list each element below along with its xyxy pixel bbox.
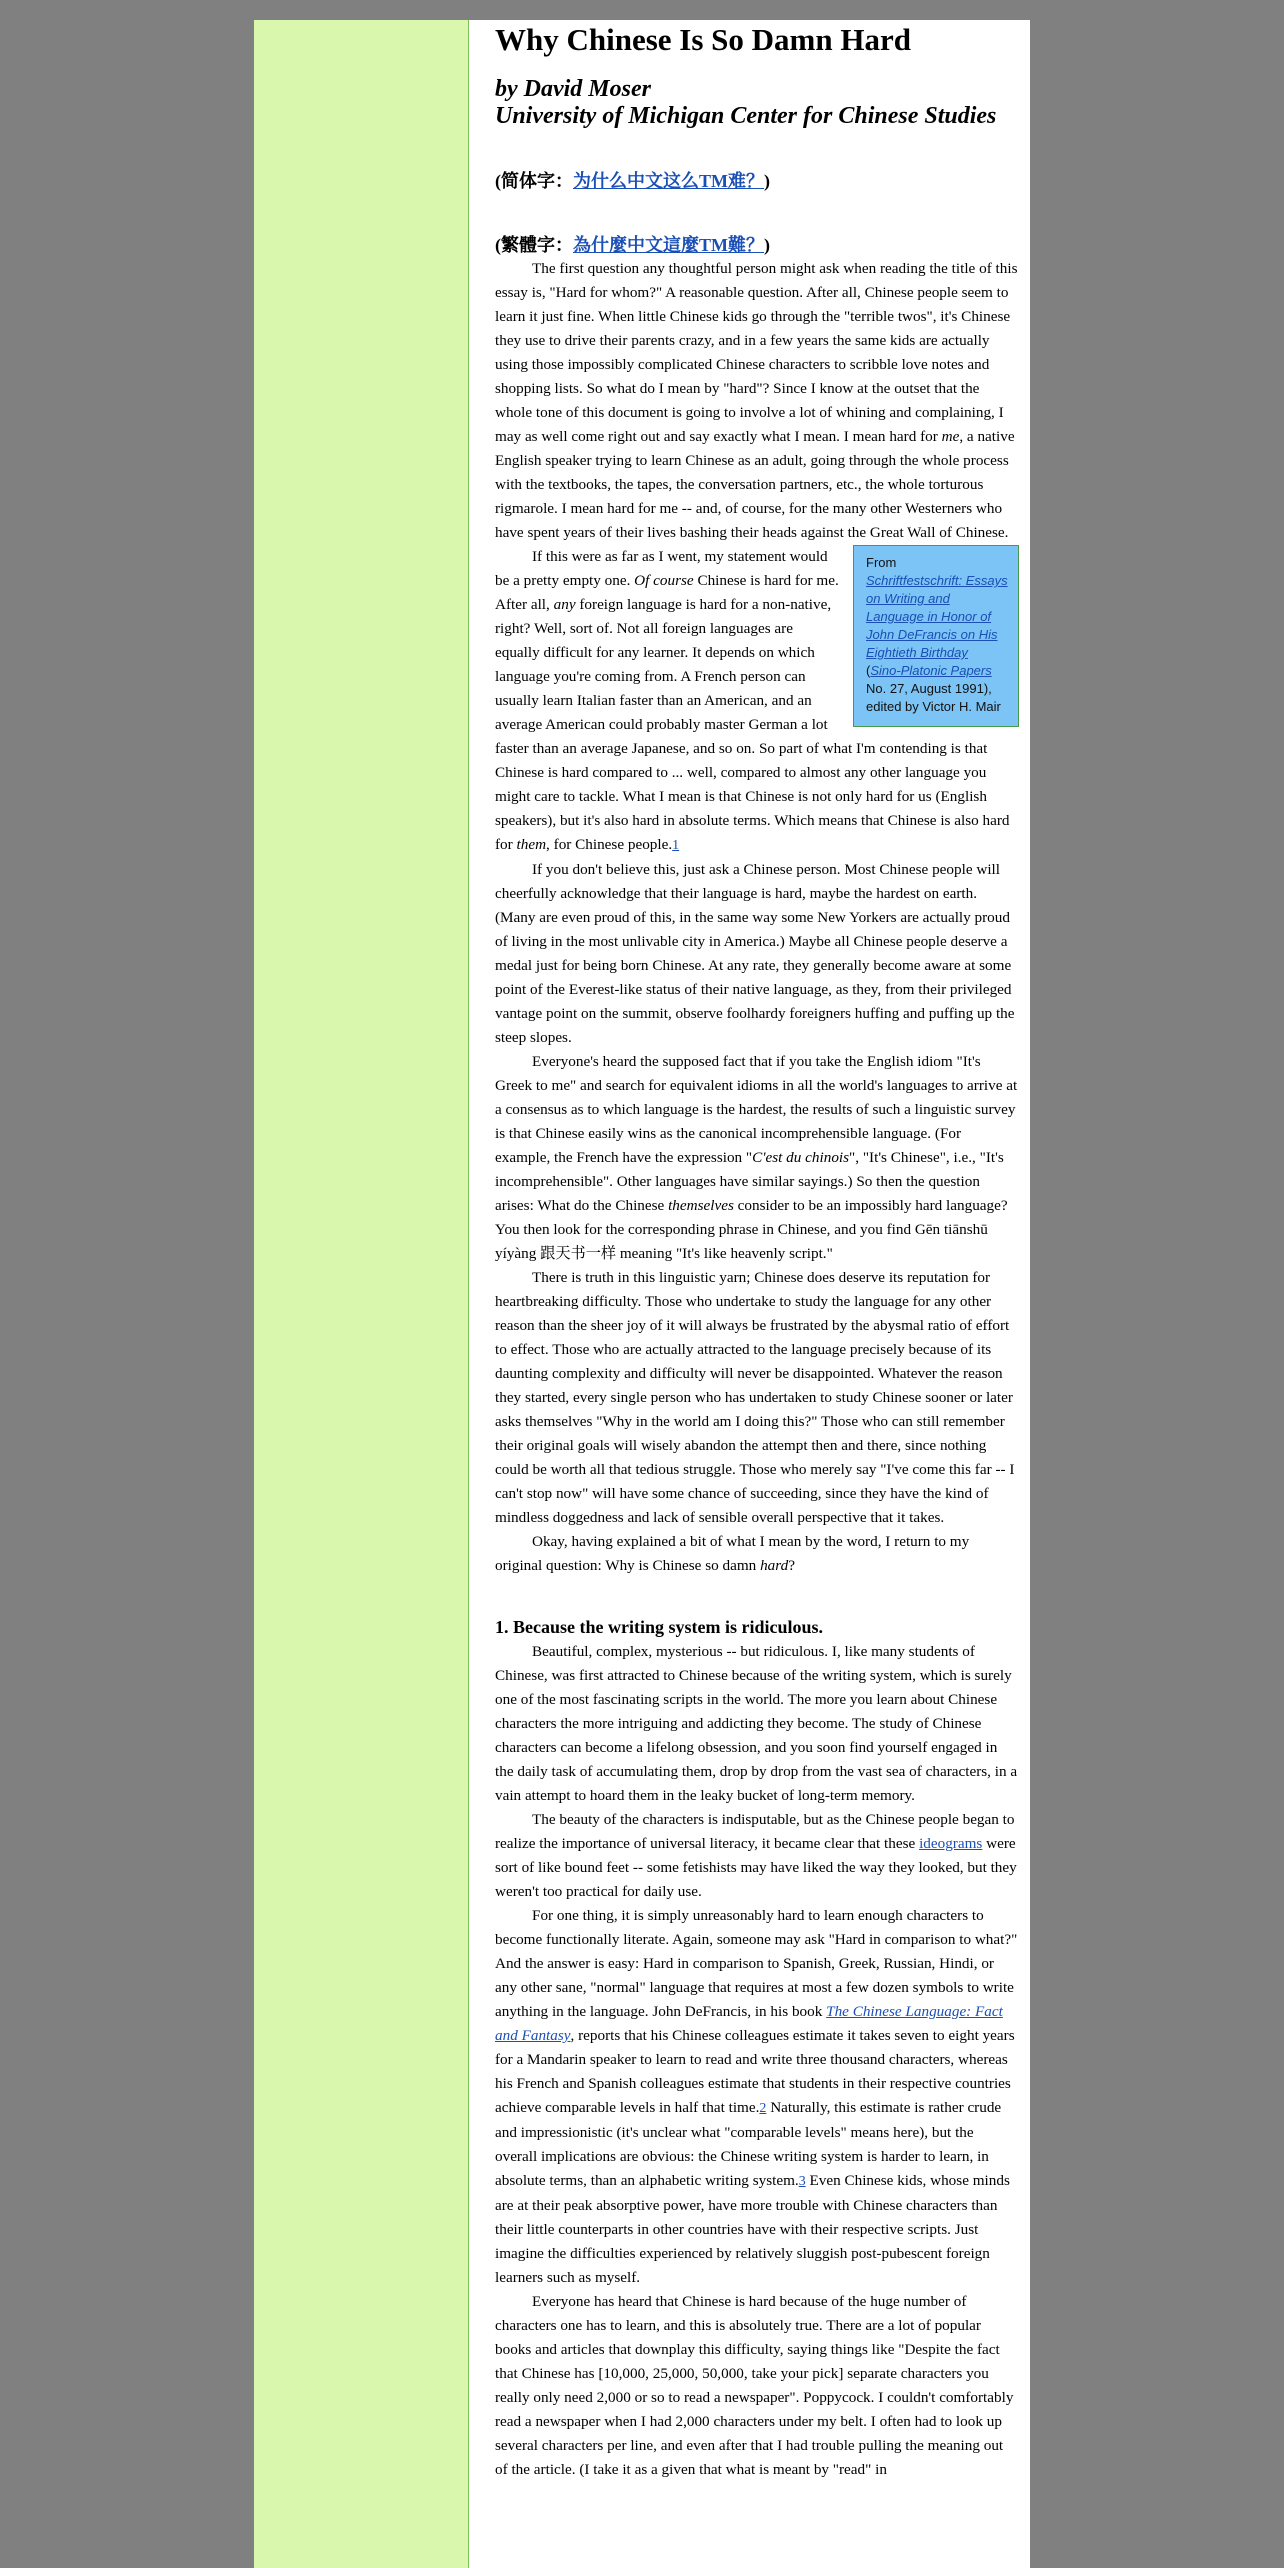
emphasis: themselves (668, 1197, 734, 1214)
emphasis: them (516, 836, 547, 853)
emphasis: me (941, 428, 960, 445)
article (495, 20, 1019, 2482)
text: , reports that his Chinese colleagues estimate it takes seven to eight years for a Mandarin speaker to learn to read and write three thousand characters, whereas his French and Spanish colleagues estimate that students in their respective countries achieve comparable levels in half that time. (495, 2027, 1015, 2116)
sidebar (254, 20, 469, 2568)
text: For one thing, it is simply unreasonably hard to learn enough characters to become functionally literate. Again, someone may ask "Hard in comparison to what?" And the answer is easy: Hard in comparison to Spanish, Greek, Russian, Hindi, or any other sane, "normal" language that requires at most a few dozen symbols to write anything in the language. John DeFrancis, in his book (495, 1907, 1018, 2020)
text: Chinese is hard for me. After all, (495, 572, 839, 613)
intro-paragraph-1 (495, 257, 1019, 545)
intro-paragraph-6 (495, 1530, 1019, 1578)
text: Naturally, this estimate is rather crude and impressionistic (it's unclear what "comparable levels" means here), but the overall implications are obvious: the Chinese writing system is harder to learn, in absolute terms, than an alphabetic writing system. (495, 2099, 1002, 2189)
section-1-paragraph-2 (495, 1808, 1019, 1904)
footnote-link-1[interactable]: 1 (672, 838, 680, 853)
section-1-paragraph-1: Beautiful, complex, mysterious -- but ridiculous. I, like many students of Chinese, was first attracted to Chinese because of the writing system, which is surely one of the most fascinating scripts in the world. The more you learn about Chinese characters the more intriguing and addicting they become. The study of Chinese characters can become a lifelong obsession, and you soon find yourself engaged in the daily task of accumulating them, drop by drop from the vast sea of characters, in a vain attempt to hoard them in the leaky bucket of long-term memory. (495, 1643, 1018, 1804)
text: ", "It's Chinese", i.e., "It's incomprehensible". Other languages have similar sayings.) So then the question arises: What do the Chinese (495, 1149, 1004, 1214)
section-1-paragraph-4: Everyone has heard that Chinese is hard because of the huge number of characters one has to learn, and this is absolutely true. There are a lot of popular books and articles that downplay this difficulty, saying things like "Despite the fact that Chinese has [10,000, 25,000, 50,000, take your pick] separate characters you really only need 2,000 or so to read a newspaper". Poppycock. I couldn't comfortably read a newspaper when I had 2,000 characters under my belt. I often had to look up several characters per line, and even after that I had trouble pulling the meaning out of the article. (I take it as a given that what is meant by "read" in (495, 2293, 1014, 2478)
traditional-link[interactable]: 為什麼中文這麼TM難？ (573, 235, 764, 255)
emphasis: Of course (634, 572, 694, 589)
section-1-paragraph-3 (495, 1904, 1019, 2290)
traditional-version (495, 233, 1019, 257)
page-title: Why Chinese Is So Damn Hard (495, 22, 911, 57)
footnote-link-3[interactable]: 3 (798, 2174, 806, 2189)
text: Everyone's heard the supposed fact that if you take the English idiom "It's Greek to me" and search for equivalent idioms in all the world's languages to arrive at a consensus as to which language is the hardest, the results of such a linguistic survey is that Chinese easily wins as the canonical incomprehensible language. (For example, the French have the expression " (495, 1053, 1018, 1166)
simplified-version (495, 169, 1019, 193)
text: Even Chinese kids, whose minds are at their peak absorptive power, have more trouble with Chinese characters than their little counterparts in other countries have with their respective scripts. Just imagine the difficulties experienced by relatively sluggish post-pubescent foreign learners such as myself. (495, 2172, 1010, 2286)
simplified-link[interactable]: 为什么中文这么TM难？ (573, 171, 764, 191)
source-from: From (866, 555, 897, 570)
text: foreign language is hard for a non-native, right? Well, sort of. Not all foreign languages are equally difficult for any learner. It depends on which language you're coming from. A French person can usually learn Italian faster than an American, and an average American could probably master German a lot faster than an average Japanese, and so on. So part of what I'm contending is that Chinese is hard compared to ... well, compared to almost any other language you might care to tackle. What I mean is that Chinese is not only hard for us (English speakers), but it's also hard in absolute terms. Which means that Chinese is also hard for (495, 596, 1010, 853)
text: , a native English speaker trying to learn Chinese as an adult, going through the whole process with the textbooks, the tapes, the conversation partners, etc., the whole torturous rigmarole. I mean hard for me -- and, of course, for the many other Westerners who have spent years of their lives bashing their heads against the Great Wall of Chinese. (495, 428, 1015, 541)
intro-paragraph-5: There is truth in this linguistic yarn; Chinese does deserve its reputation for heartbreaking difficulty. Those who undertake to study the language for any other reason than the sheer joy of it will always be frustrated by the abysmal ratio of effort to effect. Those who are actually attracted to the language precisely because of its daunting complexity and difficulty will never be disappointed. Whatever the reason they started, every single person who has undertaken to study Chinese sooner or later asks themselves "Why in the world am I doing this?" Those who can still remember their original goals will wisely abandon the attempt then and there, since nothing could be worth all that tedious struggle. Those who merely say "I've come this far -- I can't stop now" will have some chance of succeeding, since they have the kind of mindless doggedness and lack of sensible overall perspective that it takes. (495, 1269, 1015, 1526)
traditional-close: ) (764, 235, 770, 255)
text: ? (788, 1557, 795, 1574)
footnote-link-2[interactable]: 2 (759, 2101, 767, 2116)
ideograms-link[interactable]: ideograms (919, 1835, 983, 1852)
source-series-link[interactable]: Sino-Platonic Papers (870, 663, 992, 678)
text: were sort of like bound feet -- some fetishists may have liked the way they looked, but they weren't too practical for daily use. (495, 1835, 1017, 1900)
text: , for Chinese people. (546, 836, 673, 853)
source-box (853, 545, 1019, 727)
text: The beauty of the characters is indisputable, but as the Chinese people began to realize the importance of universal literacy, it became clear that these (495, 1811, 1015, 1852)
byline (495, 76, 1019, 130)
emphasis: any (553, 596, 576, 613)
simplified-close: ) (764, 171, 770, 191)
affiliation: University of Michigan Center for Chinese Studies (495, 103, 997, 129)
author: by David Moser (495, 76, 651, 102)
book-link[interactable]: The Chinese Language: Fact and Fantasy (495, 2003, 1003, 2044)
text: The first question any thoughtful person might ask when reading the title of this essay is, "Hard for whom?" A reasonable question. After all, Chinese people seem to learn it just fine. When little Chinese kids go through the "terrible twos", it's Chinese they use to drive their parents crazy, and in a few years the same kids are actually using those impossibly complicated Chinese characters to scribble love notes and shopping lists. So what do I mean by "hard"? Since I know at the outset that the whole tone of this document is going to involve a lot of whining and complaining, I may as well come right out and say exactly what I mean. I mean hard for (495, 260, 1018, 445)
intro-paragraph-4 (495, 1050, 1019, 1266)
source-details: No. 27, August 1991), edited by Victor H. Mair (866, 681, 1001, 714)
simplified-label: (简体字： (495, 171, 573, 191)
page (254, 20, 1030, 2568)
emphasis: hard (760, 1557, 789, 1574)
text: Okay, having explained a bit of what I mean by the word, I return to my original question: Why is Chinese so damn (495, 1533, 970, 1574)
traditional-label: (繁體字： (495, 235, 573, 255)
source-book-link[interactable]: Schriftfestschrift: Essays on Writing and Language in Honor of John DeFrancis on His Eightieth Birthday (866, 573, 1008, 660)
emphasis: C'est du chinois (752, 1149, 850, 1166)
intro-paragraph-3: If you don't believe this, just ask a Chinese person. Most Chinese people will cheerfully acknowledge that their language is hard, maybe the hardest on earth. (Many are even proud of this, in the same way some New Yorkers are actually proud of living in the most unlivable city in America.) Maybe all Chinese people deserve a medal just for being born Chinese. At any rate, they generally become aware at some point of the Everest-like status of their native language, as they, from their privileged vantage point on the summit, observe foolhardy foreigners huffing and puffing up the steep slopes. (495, 861, 1015, 1046)
section-1-heading: 1. Because the writing system is ridiculous. (495, 1617, 823, 1637)
source-open: ( (866, 663, 871, 678)
text: If this were as far as I went, my statement would be a pretty empty one. (495, 548, 828, 589)
text: consider to be an impossibly hard language? You then look for the corresponding phrase in Chinese, and you find Gēn tiānshū yíyàng 跟天书一样 meaning "It's like heavenly script." (495, 1197, 1008, 1262)
